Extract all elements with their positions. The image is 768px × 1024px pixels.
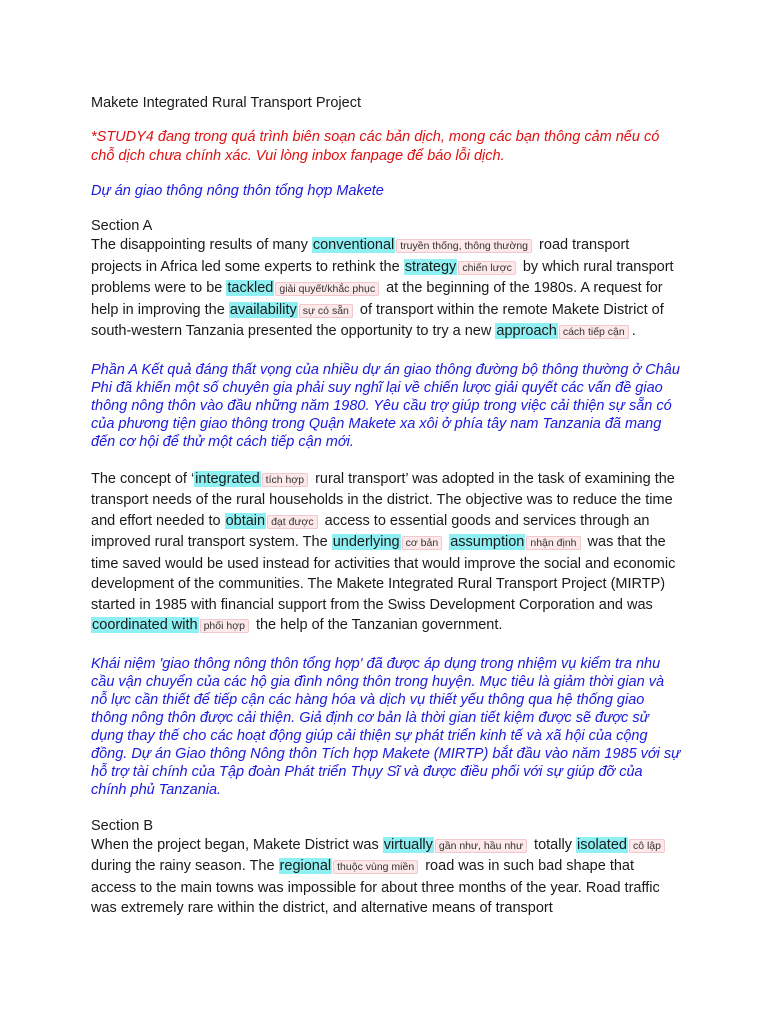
text-segment: at the beginning of the 1980s. A request for help in improving the (91, 280, 663, 318)
text-segment: the help of the Tanzanian government. (251, 617, 503, 633)
text-segment: of transport within the remote Makete District of south-western Tanzania presented the opportunity to try a new (91, 301, 664, 339)
vocab-gloss: phối hợp (200, 619, 249, 633)
highlighted-vocab-tackled[interactable]: tackled (227, 280, 274, 296)
text-segment: rural transport’ was adopted in the task of examining the transport needs of the rural households in the district. The objective was to reduce the time and effort needed to (91, 470, 675, 529)
text-segment: totally (530, 836, 576, 853)
vocab-gloss: tích hợp (262, 473, 308, 487)
text-segment: The concept of ‘ (91, 470, 195, 487)
text-segment: was that the time saved would be used instead for activities that would improve the social and economic development of the communities. The Makete Integrated Rural Transport Project (MIRTP) started in 1985 with financial support from the Swiss Development Corporation and was (91, 534, 676, 613)
highlighted-vocab-coordinated-with[interactable]: coordinated with (92, 617, 198, 633)
highlighted-vocab-virtually[interactable]: virtually (383, 836, 433, 853)
section-b-english-paragraph (91, 835, 682, 919)
vocab-gloss: cô lập (629, 839, 665, 853)
highlighted-vocab-regional[interactable]: regional (279, 858, 332, 874)
text-segment: The disappointing results of many (91, 237, 312, 253)
highlighted-vocab-conventional[interactable]: conventional (312, 237, 395, 253)
section-a-label: Section A (91, 218, 153, 234)
paragraph-2-vietnamese-translation: Khái niệm 'giao thông nông thôn tổng hợp' đã được áp dụng trong nhiệm vụ kiểm tra nhu cầu vận chuyển của các hộ gia đình nông thôn trong huyện. Mục tiêu là giảm thời gian và nỗ lực cần thiết để tiếp cận các hàng hóa và dịch vụ thiết yếu thông qua hệ thống giao thông nông thôn được cải thiện. Giả định cơ bản là thời gian tiết kiệm được sẽ được sử dụng thay thế cho các hoạt động giúp cải thiện sự phát triển kinh tế và xã hội của cộng đồng. Dự án Giao thông Nông thôn Tích hợp Makete (MIRTP) bắt đầu vào năm 1985 với sự hỗ trợ tài chính của Tập đoàn Phát triển Thụy Sĩ và được điều phối với sự giúp đỡ của chính phủ Tanzania. (91, 655, 681, 798)
vocab-gloss: cơ bản (402, 536, 443, 550)
highlighted-vocab-isolated[interactable]: isolated (576, 836, 627, 853)
vocab-gloss: gần như, hầu như (435, 839, 527, 853)
highlighted-vocab-assumption[interactable]: assumption (450, 534, 525, 550)
document-title: Makete Integrated Rural Transport Project (91, 95, 361, 111)
text-segment: by which rural transport problems were to be (91, 258, 674, 296)
vietnamese-title: Dự án giao thông nông thôn tổng hợp Makete (91, 183, 384, 199)
section-a-english-paragraph (91, 235, 682, 343)
translation-notice: *STUDY4 đang trong quá trình biên soạn các bản dịch, mong các bạn thông cảm nếu có chỗ dịch chưa chính xác. Vui lòng inbox fanpage để báo lỗi dịch. (91, 129, 660, 164)
vocab-gloss: đạt được (267, 515, 318, 529)
paragraph-2-english (91, 469, 682, 637)
vocab-gloss: truyền thống, thông thường (396, 239, 532, 253)
highlighted-vocab-integrated[interactable]: integrated (195, 470, 260, 487)
vocab-gloss: nhận định (526, 536, 580, 550)
text-segment: When the project began, Makete District was (91, 836, 383, 853)
section-b-label: Section B (91, 817, 154, 834)
highlighted-vocab-approach[interactable]: approach (496, 323, 557, 339)
highlighted-vocab-underlying[interactable]: underlying (332, 534, 400, 550)
text-segment: . (631, 323, 636, 339)
vocab-gloss: cách tiếp cận (559, 325, 629, 339)
vocab-gloss: sự có sẵn (299, 304, 353, 318)
text-segment: road transport projects in Africa led some experts to rethink the (91, 237, 630, 275)
highlighted-vocab-availability[interactable]: availability (229, 301, 297, 318)
highlighted-vocab-strategy[interactable]: strategy (404, 258, 457, 275)
text-segment: road was in such bad shape that access to the main towns was impossible for about three months of the year. Road traffic was extremely rare within the district, and alternative means of transport (91, 858, 660, 916)
section-a-vietnamese-translation: Phần A Kết quả đáng thất vọng của nhiều dự án giao thông đường bộ thông thường ở Châu Phi đã khiến một số chuyên gia phải suy nghĩ lại về chiến lược giải quyết các vấn đề giao thông nông thôn vào đầu những năm 1980. Yêu cầu trợ giúp trong việc cải thiện sự sẵn có của phương tiện giao thông trong Quận Makete xa xôi ở phía tây nam Tanzania đã mang đến cơ hội để thử một cách tiếp cận mới. (91, 361, 680, 450)
highlighted-vocab-obtain[interactable]: obtain (225, 512, 266, 529)
vocab-gloss: giải quyết/khắc phục (275, 282, 379, 296)
vocab-gloss: thuộc vùng miền (333, 860, 418, 874)
vocab-gloss: chiến lược (458, 261, 516, 275)
text-segment: access to essential goods and services through an improved rural transport system. The (91, 512, 650, 550)
text-segment: during the rainy season. The (91, 858, 279, 874)
